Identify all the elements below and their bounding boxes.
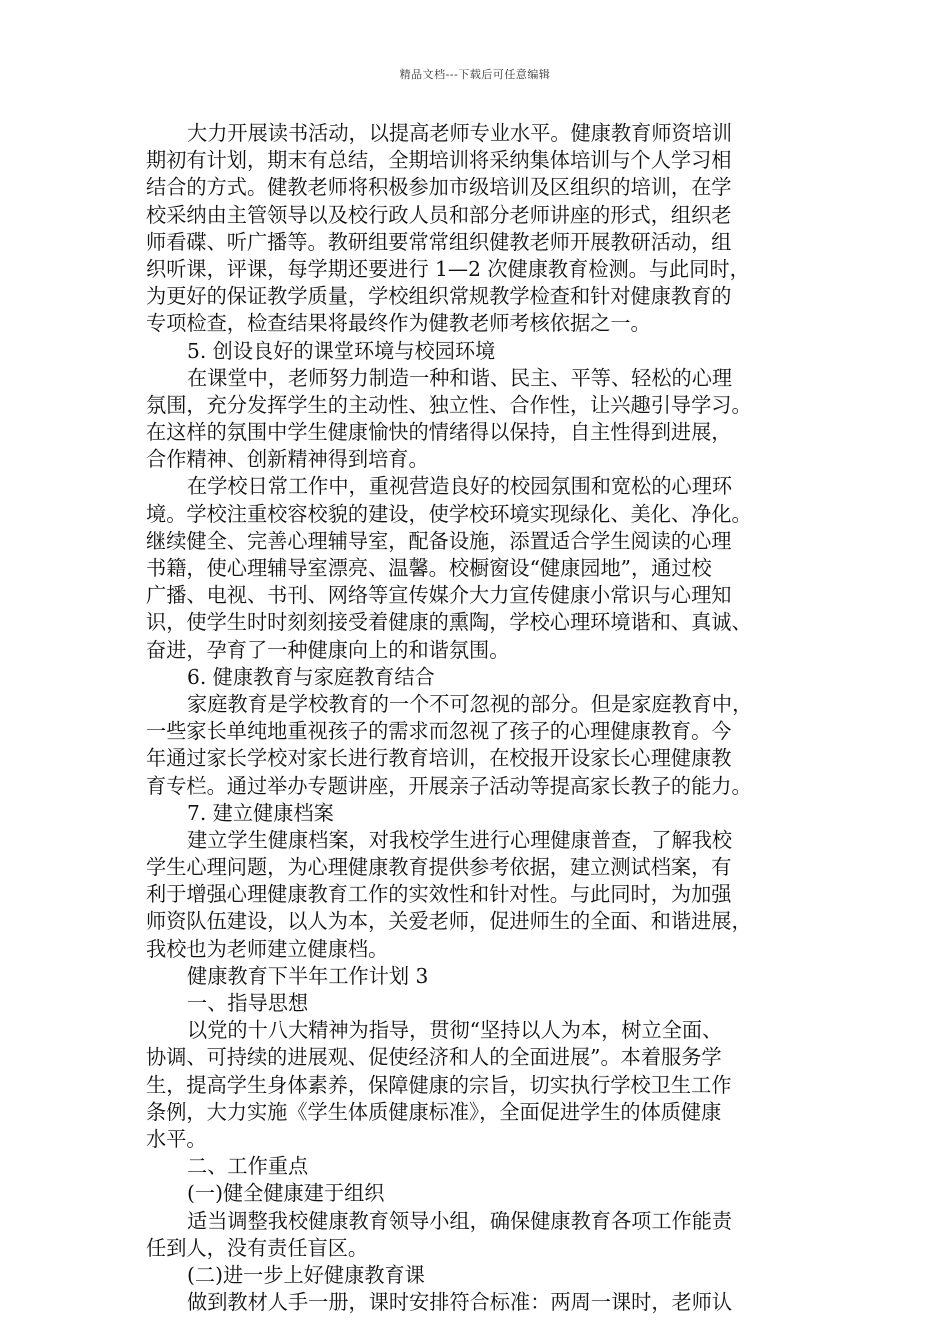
text-line: 在学校日常工作中，重视营造良好的校园氛围和宽松的心理环 [187,474,733,499]
text-line: 育专栏。通过举办专题讲座，开展亲子活动等提高家长教子的能力。 [146,773,752,798]
text-line: 协调、可持续的进展观、促使经济和人的全面进展”。本着服务学 [146,1045,722,1070]
text-line: 校采纳由主管领导以及校行政人员和部分老师讲座的形式，组织老 [146,202,732,227]
text-line: 奋进，孕育了一种健康向上的和谐氛围。 [146,637,510,662]
text-line: (一)健全健康建于组织 [187,1181,385,1206]
text-line: 学生心理问题，为心理健康教育提供参考依据，建立测试档案，有 [146,855,732,880]
text-line: 在这样的氛围中学生健康愉快的情绪得以保持，自主性得到进展， [146,420,732,445]
page-header-note: 精品文档---下载后可任意编辑 [399,68,551,81]
text-line: 境。学校注重校容校貌的建设，使学校环境实现绿化、美化、净化。 [146,501,752,526]
text-line: 继续健全、完善心理辅导室，配备设施，添置适合学生阅读的心理 [146,528,732,553]
document-body [146,120,814,1316]
text-line: 建立学生健康档案，对我校学生进行心理健康普查，了解我校 [187,827,733,852]
text-line: 利于增强心理健康教育工作的实效性和针对性。与此同时，为加强 [146,882,732,907]
text-line: 年通过家长学校对家长进行教育培训，在校报开设家长心理健康教 [146,746,732,771]
text-line: 7. 建立健康档案 [187,800,334,825]
text-line: 生，提高学生身体素养，保障健康的宗旨，切实执行学校卫生工作 [146,1072,732,1097]
text-line: 专项检查，检查结果将最终作为健教老师考核依据之一。 [146,311,651,336]
text-line: 做到教材人手一册，课时安排符合标准：两周一课时，老师认 [187,1290,733,1315]
text-line: 师资队伍建设，以人为本，关爱老师，促进师生的全面、和谐进展， [146,909,752,934]
text-line: 广播、电视、书刊、网络等宣传媒介大力宣传健康小常识与心理知 [146,583,732,608]
text-line: (二)进一步上好健康教育课 [187,1262,425,1287]
text-line: 氛围，充分发挥学生的主动性、独立性、合作性，让兴趣引导学习。 [146,392,752,417]
text-line: 织听课，评课，每学期还要进行 1—2 次健康教育检测。与此同时， [146,256,750,281]
text-line: 一些家长单纯地重视孩子的需求而忽视了孩子的心理健康教育。今 [146,719,732,744]
text-line: 水平。 [146,1126,207,1151]
text-line: 以党的十八大精神为指导，贯彻“坚持以人为本，树立全面、 [187,1018,723,1043]
text-line: 合作精神、创新精神得到培育。 [146,447,429,472]
text-line: 我校也为老师建立健康档。 [146,936,389,961]
text-line: 适当调整我校健康教育领导小组，确保健康教育各项工作能责 [187,1208,733,1233]
text-line: 5. 创设良好的课堂环境与校园环境 [187,338,496,363]
text-line: 结合的方式。健教老师将积极参加市级培训及区组织的培训，在学 [146,175,732,200]
text-line: 大力开展读书活动，以提高老师专业水平。健康教育师资培训 [187,121,733,145]
text-line: 师看碟、听广播等。教研组要常常组织健教老师开展教研活动，组 [146,229,732,254]
text-line: 书籍，使心理辅导室漂亮、温馨。校橱窗设“健康园地”，通过校 [146,556,712,580]
text-line: 为更好的保证教学质量，学校组织常规教学检查和针对健康教育的 [146,284,732,309]
text-line: 在课堂中，老师努力制造一种和谐、民主、平等、轻松的心理 [187,365,733,390]
text-line: 一、指导思想 [187,991,309,1015]
text-line: 健康教育下半年工作计划 3 [187,963,429,988]
text-line: 期初有计划，期末有总结，全期培训将采纳集体培训与个人学习相 [146,148,732,173]
text-line: 二、工作重点 [187,1154,309,1179]
text-line: 6. 健康教育与家庭教育结合 [187,664,435,689]
text-line: 条例，大力实施《学生体质健康标准》，全面促进学生的体质健康 [146,1099,722,1124]
text-line: 任到人，没有责任盲区。 [146,1235,369,1260]
text-line: 识，使学生时时刻刻接受着健康的熏陶，学校心理环境谐和、真诚、 [146,610,752,635]
text-line: 家庭教育是学校教育的一个不可忽视的部分。但是家庭教育中， [187,691,753,716]
